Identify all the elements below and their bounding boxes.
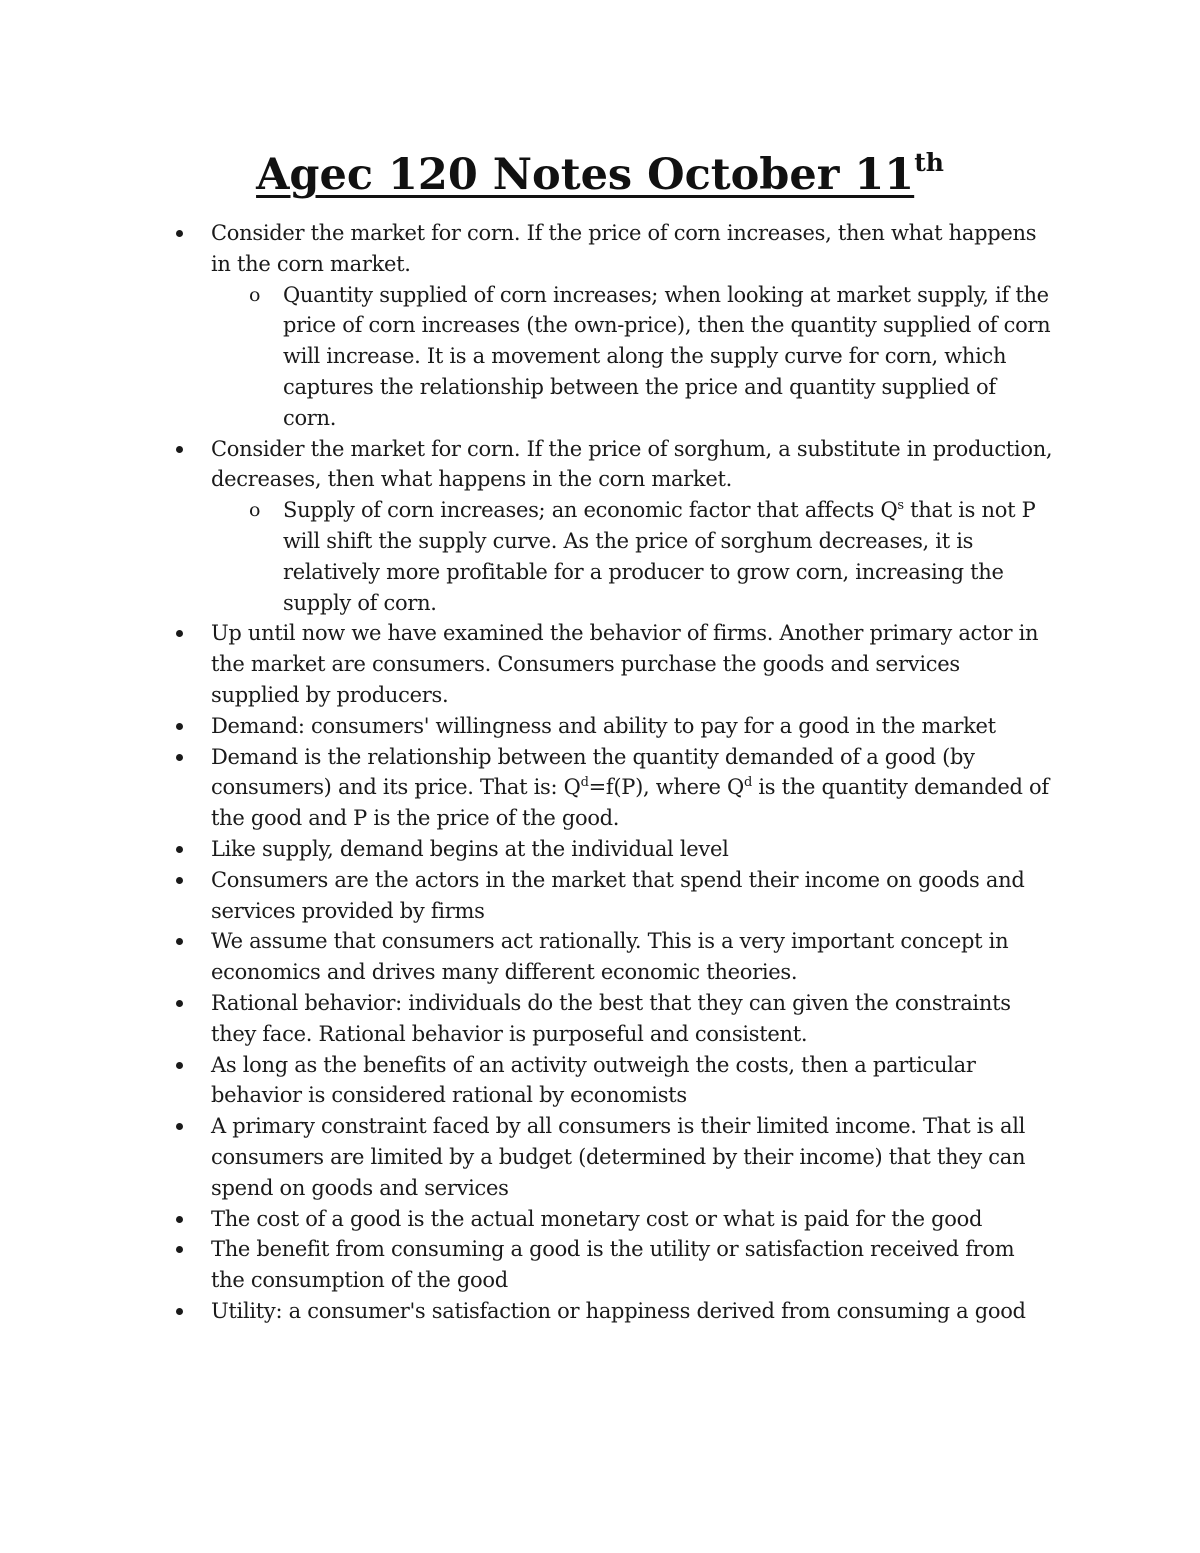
- sub-note-item: [211, 280, 1054, 434]
- bullet-icon: [176, 1216, 183, 1223]
- note-item: [0, 926, 1054, 988]
- note-text: The benefit from consuming a good is the utility or satisfaction received from the consumption of the good: [211, 1237, 1015, 1293]
- bullet-icon: [176, 1062, 183, 1069]
- note-item: [0, 1296, 1054, 1327]
- note-text: As long as the benefits of an activity outweigh the costs, then a particular behavior is considered rational by economists: [211, 1052, 976, 1108]
- note-item: [0, 434, 1054, 619]
- sub-bullet-icon: o: [249, 499, 261, 522]
- superscript-s: s: [897, 498, 904, 514]
- bullet-icon: [176, 630, 183, 637]
- note-item: [0, 865, 1054, 927]
- note-text: Consumers are the actors in the market that spend their income on goods and services provided by firms: [211, 867, 1025, 923]
- note-text: Utility: a consumer's satisfaction or happiness derived from consuming a good: [211, 1298, 1026, 1323]
- bullet-icon: [176, 938, 183, 945]
- sub-list: [211, 495, 1054, 618]
- bullet-icon: [176, 1000, 183, 1007]
- note-text: [211, 745, 1049, 831]
- sub-note-text: Quantity supplied of corn increases; when looking at market supply, if the price of corn increases (the own-price), then the quantity supplied of corn will increase. It is a movement along the supply curve for corn, which captures the relationship between the price and quantity supplied of corn.: [283, 282, 1051, 430]
- bullet-icon: [176, 754, 183, 761]
- note-text: Up until now we have examined the behavior of firms. Another primary actor in the market are consumers. Consumers purchase the goods and services supplied by producers.: [211, 621, 1039, 707]
- bullet-icon: [176, 1123, 183, 1130]
- sub-note-item: [211, 495, 1054, 618]
- bullet-icon: [176, 230, 183, 237]
- sub-bullet-icon: o: [249, 283, 261, 306]
- note-item: [0, 742, 1054, 834]
- document-title: [0, 146, 1200, 204]
- sub-note-text-part: that is not P will shift the supply curve. As the price of sorghum decreases, it is relatively more profitable for a producer to grow corn, increasing the supply of corn.: [283, 498, 1036, 615]
- bullet-icon: [176, 1246, 183, 1253]
- superscript-d: d: [580, 775, 589, 791]
- title-text: Agec 120 Notes October 11: [256, 150, 915, 200]
- note-text: The cost of a good is the actual monetary cost or what is paid for the good: [211, 1206, 983, 1231]
- note-item: [0, 711, 1054, 742]
- note-item: [0, 218, 1054, 434]
- note-text-part: is the quantity demanded of the good and P is the price of the good.: [211, 775, 1049, 831]
- note-text-part: Demand is the relationship between the quantity demanded of a good (by consumers) and its price. That is: Q: [211, 744, 975, 800]
- note-item: [0, 1050, 1054, 1112]
- bullet-icon: [176, 1308, 183, 1315]
- note-text: Demand: consumers' willingness and ability to pay for a good in the market: [211, 713, 996, 738]
- note-item: [0, 834, 1054, 865]
- bullet-icon: [176, 846, 183, 853]
- note-item: [0, 988, 1054, 1050]
- sub-note-text: [283, 498, 1035, 614]
- bullet-icon: [176, 446, 183, 453]
- notes-list: [0, 218, 1200, 1327]
- note-item: [0, 1204, 1054, 1235]
- note-text: Consider the market for corn. If the price of sorghum, a substitute in production, decreases, then what happens in the corn market.: [211, 436, 1053, 492]
- note-item: [0, 1111, 1054, 1203]
- title-superscript: th: [914, 148, 944, 177]
- note-text-part: =f(P), where Q: [588, 775, 744, 800]
- note-text: Consider the market for corn. If the price of corn increases, then what happens in the corn market.: [211, 221, 1037, 276]
- note-item: [0, 1234, 1054, 1296]
- note-text: Like supply, demand begins at the individual level: [211, 836, 729, 861]
- bullet-icon: [176, 723, 183, 730]
- sub-list: [211, 280, 1054, 434]
- bullet-icon: [176, 877, 183, 884]
- note-item: [0, 618, 1054, 710]
- note-text: Rational behavior: individuals do the best that they can given the constraints they face. Rational behavior is purposeful and consistent.: [211, 990, 1011, 1046]
- note-text: A primary constraint faced by all consumers is their limited income. That is all consumers are limited by a budget (determined by their income) that they can spend on goods and services: [211, 1114, 1026, 1200]
- superscript-d: d: [743, 775, 752, 791]
- note-text: We assume that consumers act rationally. This is a very important concept in economics and drives many different economic theories.: [211, 929, 1009, 985]
- sub-note-text-part: Supply of corn increases; an economic factor that affects Q: [283, 498, 898, 523]
